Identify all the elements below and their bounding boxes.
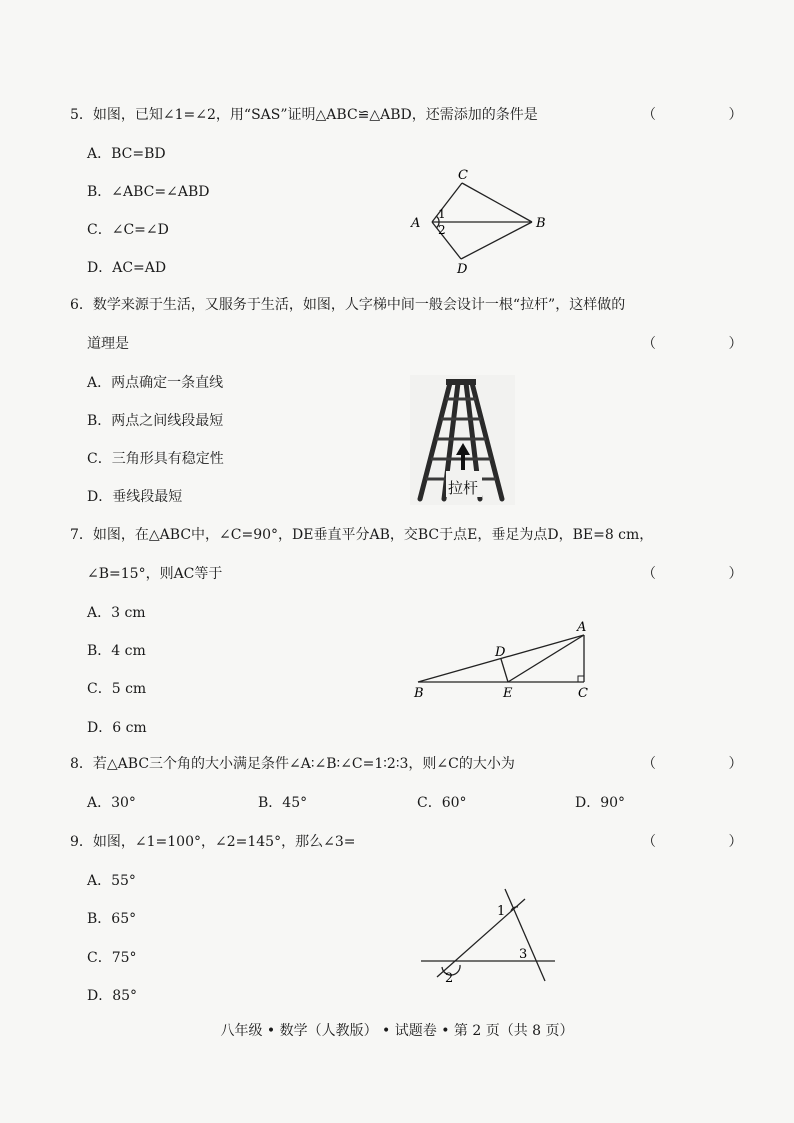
q7-option-d: D．6 cm (87, 720, 147, 736)
q5-label-d: D (457, 262, 468, 277)
q7-label-a: A (577, 620, 587, 635)
q7-triangle-figure (410, 618, 595, 700)
q7-option-c: C．5 cm (87, 681, 147, 697)
q9-option-c: C．75° (87, 950, 137, 966)
q6-option-b: B．两点之间线段最短 (87, 413, 224, 429)
q6-option-a: A．两点确定一条直线 (87, 375, 224, 391)
q9-option-a: A．55° (87, 873, 136, 889)
q5-option-a: A．BC=BD (87, 146, 166, 162)
q5-segment-db (461, 222, 532, 259)
q7-stem-line1: 7．如图，在△ABC中，∠C=90°，DE垂直平分AB，交BC于点E，垂足为点D，BE=8 cm， (70, 527, 654, 543)
q7-label-d: D (495, 645, 506, 660)
q5-segment-cb (462, 183, 532, 222)
q9-steep-line (505, 889, 545, 981)
q8-option-b: B．45° (258, 795, 308, 811)
q5-option-b: B．∠ABC=∠ABD (87, 184, 210, 200)
q7-option-a: A．3 cm (87, 605, 146, 621)
q6-ladder-photo (410, 375, 515, 505)
q9-option-b: B．65° (87, 911, 137, 927)
q6-answer-paren: （ ） (642, 336, 777, 352)
q9-answer-paren: （ ） (642, 834, 777, 850)
q5-label-c: C (458, 168, 468, 183)
q6-stem-line2: 道理是 (87, 336, 129, 352)
q8-answer-paren: （ ） (642, 756, 777, 772)
q7-stem-line2: ∠B=15°，则AC等于 (87, 566, 223, 582)
q9-angles-figure (415, 885, 560, 990)
q6-photo-label: 拉杆 (448, 479, 479, 497)
q5-label-b: B (536, 216, 546, 231)
page-footer: 八年级 • 数学（人教版） • 试题卷 • 第 2 页（共 8 页） (220, 1023, 574, 1039)
q7-segment-ea (508, 635, 584, 682)
q5-label-angle2: 2 (438, 223, 446, 237)
q8-option-a: A．30° (87, 795, 136, 811)
q9-label-angle2: 2 (445, 971, 454, 986)
q6-option-d: D．垂线段最短 (87, 489, 183, 505)
q9-option-d: D．85° (87, 988, 138, 1004)
q8-option-d: D．90° (575, 795, 626, 811)
q9-label-angle3: 3 (519, 947, 528, 962)
q5-kite-figure (405, 165, 550, 277)
q9-label-angle1: 1 (497, 904, 506, 919)
q9-slanted-line (437, 899, 528, 977)
q9-stem: 9．如图，∠1=100°，∠2=145°，那么∠3= (70, 834, 356, 850)
q5-label-angle1: 1 (438, 207, 446, 221)
q6-option-c: C．三角形具有稳定性 (87, 451, 224, 467)
q5-label-a: A (411, 216, 421, 231)
q7-right-angle-mark (578, 676, 584, 682)
q5-option-c: C．∠C=∠D (87, 222, 169, 238)
q6-stem-line1: 6．数学来源于生活，又服务于生活，如图，人字梯中间一般会设计一根“拉杆”，这样做的 (70, 297, 626, 313)
q5-answer-paren: （ ） (642, 107, 777, 123)
q7-label-b: B (414, 686, 424, 700)
q7-label-c: C (578, 686, 588, 700)
q5-option-d: D．AC=AD (87, 260, 167, 276)
q5-stem: 5．如图，已知∠1=∠2，用“SAS”证明△ABC≌△ABD，还需添加的条件是 (70, 107, 538, 123)
q8-stem: 8．若△ABC三个角的大小满足条件∠A∶∠B∶∠C=1∶2∶3，则∠C的大小为 (70, 756, 515, 772)
q7-option-b: B．4 cm (87, 643, 146, 659)
q7-label-e: E (503, 686, 513, 700)
q8-option-c: C．60° (417, 795, 467, 811)
q7-answer-paren: （ ） (642, 566, 777, 582)
q7-segment-de (501, 659, 508, 682)
